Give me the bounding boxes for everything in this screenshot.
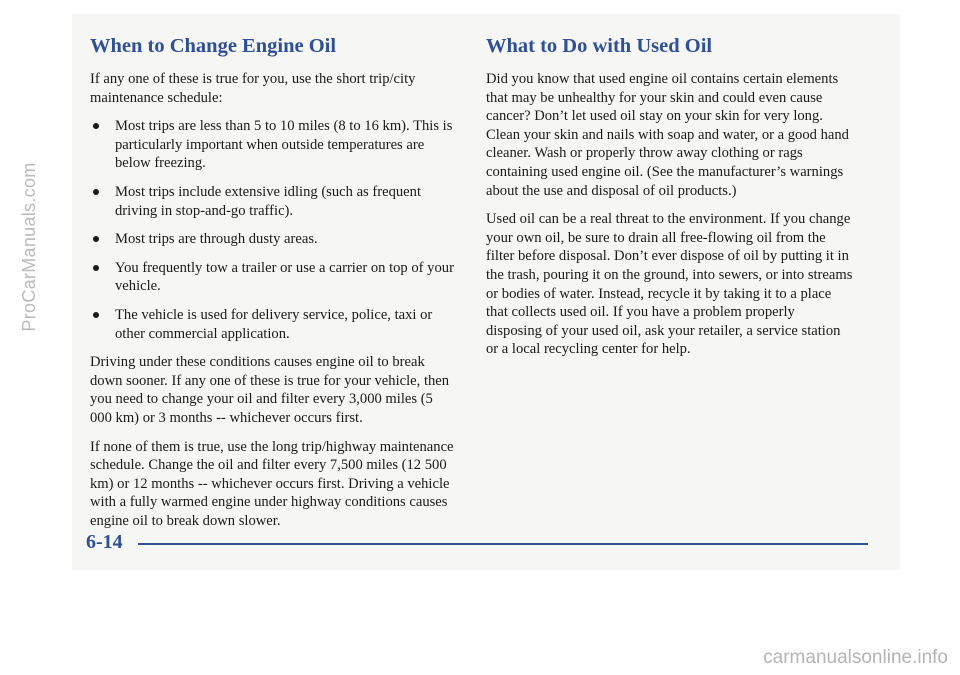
- page-number: 6-14: [86, 531, 123, 553]
- side-watermark: ProCarManuals.com: [19, 162, 39, 332]
- bottom-watermark: carmanualsonline.info: [763, 647, 948, 668]
- list-item: Most trips are through dusty areas.: [90, 230, 458, 249]
- list-item: Most trips include extensive idling (such as frequent driving in stop-and-go traffic).: [90, 183, 458, 220]
- right-column: [486, 34, 854, 369]
- list-item: You frequently tow a trailer or use a carrier on top of your vehicle.: [90, 259, 458, 296]
- bullet-icon: [93, 265, 99, 271]
- page-footer: [86, 531, 886, 557]
- long-trip-paragraph: If none of them is true, use the long trip/highway maintenance schedule. Change the oil and filter every 7,500 miles (12 500 km) or 12 months -- whichever occurs first. Driving a vehicle with a fully warmed engine under highway conditions causes engine oil to break down slower.: [90, 438, 454, 529]
- footer-rule: [138, 543, 868, 545]
- bullet-icon: [93, 236, 99, 242]
- bullet-icon: [93, 123, 99, 129]
- section-title-used-oil: What to Do with Used Oil: [486, 35, 713, 57]
- environment-paragraph: Used oil can be a real threat to the environment. If you change your own oil, be sure to drain all free-flowing oil from the filter before disposal. Don’t ever dispose of oil by putting it in the trash, pouring it on the ground, into sewers, or into streams or bodies of water. Instead, recycle it by taking it to a place that collects used oil. If you have a problem properly disposing of your used oil, ask your retailer, a service station or a local recycling center for help.: [486, 211, 853, 358]
- intro-paragraph: If any one of these is true for you, use the short trip/city maintenance schedule:: [90, 71, 416, 106]
- bullet-icon: [93, 312, 99, 318]
- short-trip-paragraph: Driving under these conditions causes engine oil to break down sooner. If any one of these is true for your vehicle, then you need to change your oil and filter every 3,000 miles (5 000 km) or 3 months -- whichever occurs first.: [90, 354, 450, 426]
- section-title-change-oil: When to Change Engine Oil: [90, 35, 337, 57]
- left-column: [90, 34, 458, 540]
- bullet-icon: [93, 189, 99, 195]
- manual-page: [72, 14, 900, 570]
- conditions-list: [90, 117, 458, 343]
- health-paragraph: Did you know that used engine oil contains certain elements that may be unhealthy for your skin and could even cause cancer? Don’t let used oil stay on your skin for very long. Clean your skin and nails with soap and water, or a good hand cleaner. Wash or properly throw away clothing or rags containing used engine oil. (See the manufacturer’s warnings about the use and disposal of oil products.): [486, 71, 849, 199]
- list-item: The vehicle is used for delivery service, police, taxi or other commercial application.: [90, 306, 458, 343]
- list-item: Most trips are less than 5 to 10 miles (8 to 16 km). This is particularly important when outside temperatures are below freezing.: [90, 117, 458, 173]
